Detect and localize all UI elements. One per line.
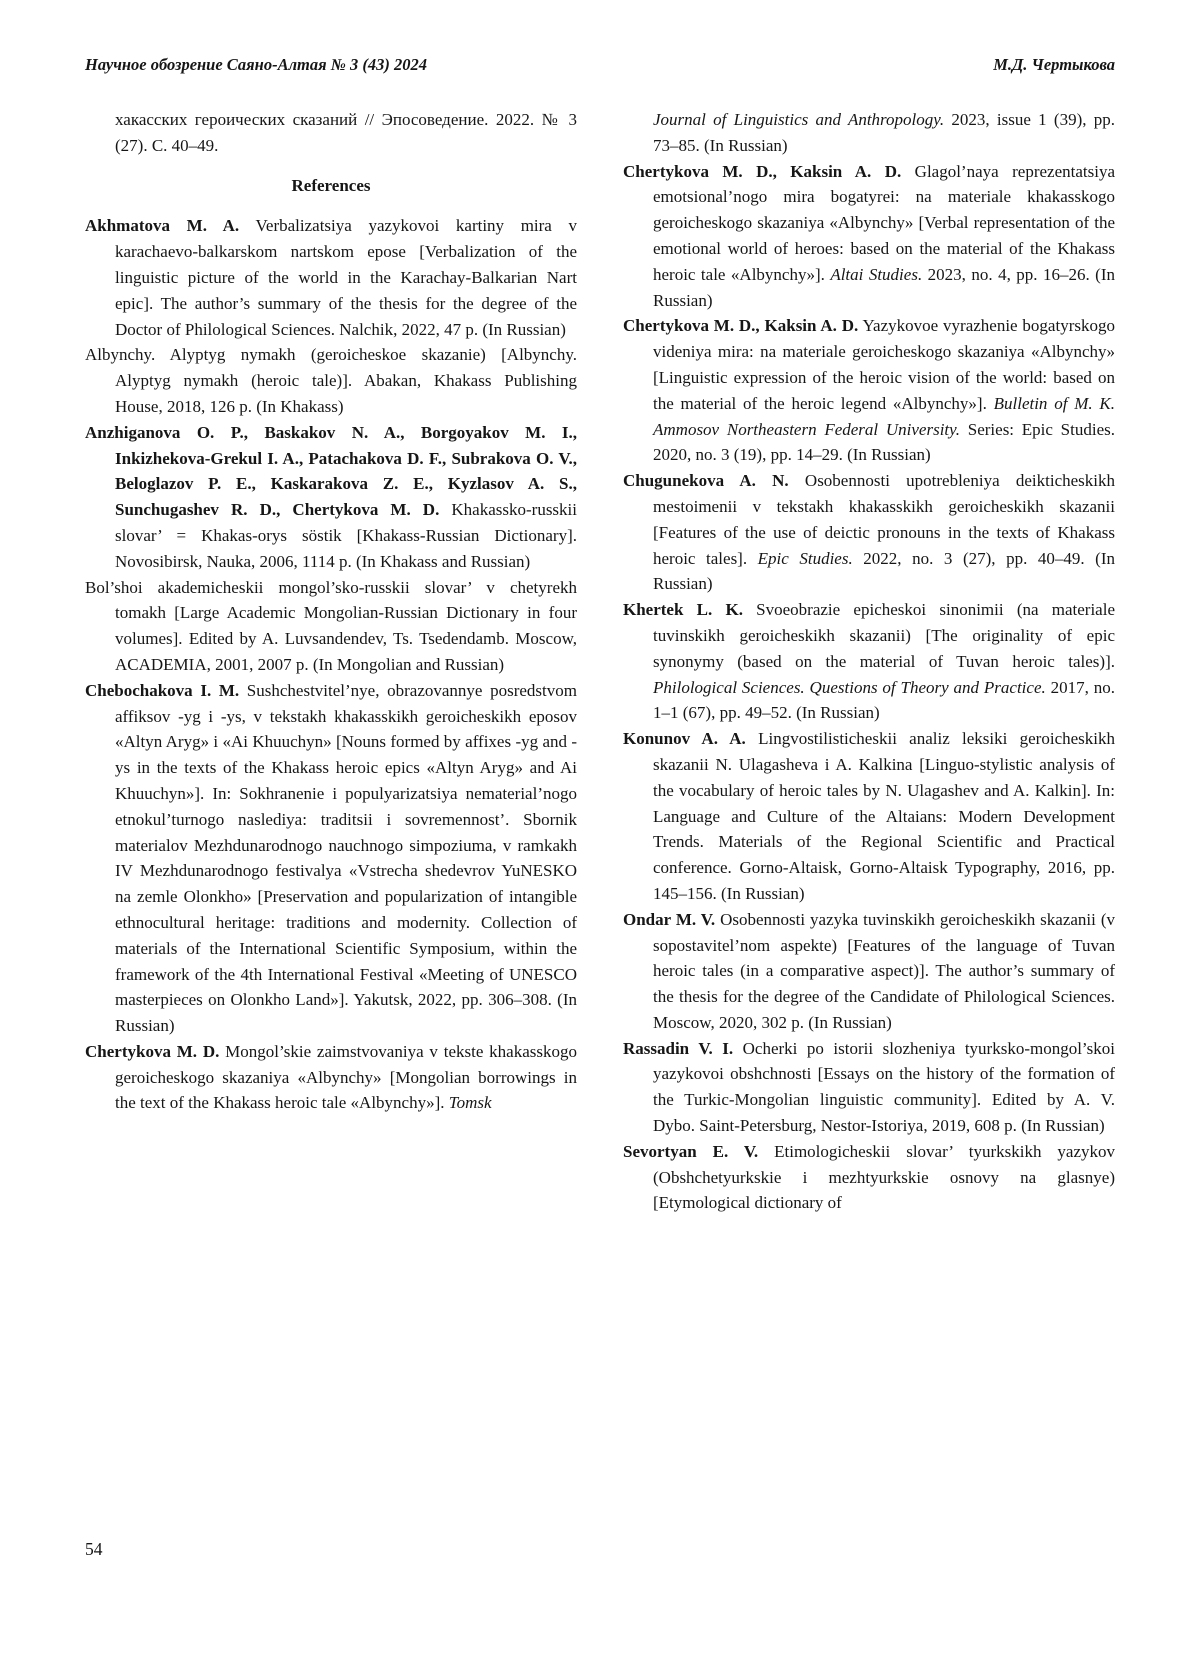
reference-entry [623, 597, 1115, 726]
reference-authors: Ondar M. V. [623, 909, 716, 929]
reference-authors: Chebochakova I. M. [85, 680, 240, 700]
reference-authors: Chertykova M. D., Kaksin A. D. [623, 161, 902, 181]
reference-entry [623, 726, 1115, 907]
reference-text: Ocherki po istorii slozheniya tyurksko-mongol’skoi yazykovoi obshchnosti [Essays on the history of the formation of the Turkic-Mongolian linguistic community]. Edited by A. V. Dybo. Saint-Petersburg, Nestor-Istoriya, 2019, 608 p. (In Russian) [653, 1038, 1115, 1136]
reference-text: 2017, no. 1–1 (67), pp. 49–52. (In Russian) [653, 677, 1115, 723]
reference-authors: Rassadin V. I. [623, 1038, 734, 1058]
reference-text: Osobennosti upotrebleniya deikticheskikh mestoimenii v tekstakh khakasskikh geroicheskikh skazanii [Features of the use of deictic pronouns in the texts of Khakass heroic tales]. [653, 471, 1115, 568]
reference-text: 2023, no. 4, pp. 16–26. (In Russian) [653, 264, 1115, 310]
reference-authors: Chugunekova A. N. [623, 471, 789, 491]
reference-authors: Sevortyan E. V. [623, 1141, 759, 1161]
reference-entry [85, 342, 577, 419]
reference-entry [85, 678, 577, 1039]
left-column [85, 107, 577, 1216]
reference-authors: Khertek L. K. [623, 600, 743, 620]
reference-text: Mongol’skie zaimstvovaniya v tekste khakasskogo geroicheskogo skazaniya «Albynchy» [Mongolian borrowings in the text of the Khakass heroic tale «Albynchy»]. [115, 1041, 577, 1113]
reference-authors: Chertykova M. D., Kaksin A. D. [623, 316, 859, 336]
journal-name-segment: Journal of Linguistics and Anthropology. [653, 110, 945, 129]
reference-text: Bol’shoi akademicheskii mongol’sko-russkii slovar’ v chetyrekh tomakh [Large Academic Mongolian-Russian Dictionary in four volumes]. Edited by A. Luvsandendev, Ts. Tsedendamb. Moscow, ACADEMIA, 2001, 2007 p. (In Mongolian and Russian) [85, 577, 577, 674]
reference-authors: References [291, 175, 371, 195]
reference-text: Etimologicheskii slovar’ tyurkskikh yazykov (Obshchetyurkskie i mezhtyurkskie osnovy na glasnye) [Etymological dictionary of [653, 1141, 1115, 1213]
journal-name-segment: Bulletin of M. K. Ammosov Northeastern Federal University. [653, 393, 1115, 439]
body-paragraph [85, 107, 577, 159]
reference-authors: Anzhiganova O. P., Baskakov N. A., Borgoyakov M. I., Inkizhekova-Grekul I. A., Patachakova D. F., Subrakova O. V., Beloglazov P. E., Kaskarakova Z. E., Kyzlasov A. S., Sunchugashev R. D., Chertykova M. D. [85, 422, 577, 520]
journal-name-segment: Tomsk [448, 1093, 492, 1113]
reference-entry [623, 468, 1115, 597]
journal-running-title: Научное обозрение Саяно-Алтая № 3 (43) 2024 [85, 55, 427, 74]
reference-entry [623, 907, 1115, 1036]
reference-text: Khakassko-russkii slovar’ = Khakas-orys söstik [Khakass-Russian Dictionary]. Novosibirsk, Nauka, 2006, 1114 p. (In Khakass and Russian) [115, 500, 577, 571]
right-column [623, 107, 1115, 1216]
reference-entry [623, 313, 1115, 468]
reference-entry [623, 1139, 1115, 1216]
page-header [85, 55, 1115, 75]
journal-name-segment: Philological Sciences. Questions of Theory and Practice. [653, 677, 1046, 697]
reference-authors: Akhmatova M. A. [85, 216, 240, 236]
reference-authors: Konunov A. A. [623, 729, 746, 749]
reference-text: Albynchy. Alyptyg nymakh (geroicheskoe skazanie) [Albynchy. Alyptyg nymakh (heroic tale)]. Abakan, Khakass Publishing House, 2018, 126 p. (In Khakass) [85, 345, 577, 416]
reference-text: 2023, issue 1 (39), pp. 73–85. (In Russian) [653, 110, 1115, 155]
reference-text: хакасских героических сказаний // Эпосоведение. 2022. № 3 (27). С. 40–49. [115, 110, 577, 155]
reference-entry [85, 575, 577, 678]
reference-entry [85, 1039, 577, 1116]
reference-entry [623, 1036, 1115, 1139]
running-author: М.Д. Чертыкова [993, 55, 1115, 74]
references-heading [85, 173, 577, 199]
reference-text: Glagol’naya reprezentatsiya emotsional’nogo mira bogatyrei: na materiale khakasskogo geroicheskogo skazaniya «Albynchy» [Verbal representation of the emotional world of heroes: based on the material of the Khakass heroic tale «Albynchy»]. [653, 161, 1115, 284]
reference-text: Svoeobrazie epicheskoi sinonimii (na materiale tuvinskikh geroicheskikh skazanii) [The originality of epic synonymy (based on the material of Tuvan heroic tales)]. [653, 600, 1115, 671]
journal-name-segment: Altai Studies. [830, 264, 923, 284]
reference-authors: Chertykova M. D. [85, 1041, 220, 1061]
reference-text: Series: Epic Studies. 2020, no. 3 (19), pp. 14–29. (In Russian) [653, 419, 1115, 465]
reference-entry [85, 420, 577, 575]
reference-continuation [623, 107, 1115, 159]
journal-name-segment: Epic Studies. [757, 548, 853, 568]
reference-text: Yazykovoe vyrazhenie bogatyrskogo videniya mira: na materiale geroicheskogo skazaniya «Albynchy» [Linguistic expression of the heroic vision of the world: based on the material of the heroic legend «Albynchy»]. [653, 316, 1115, 413]
page-number: 54 [85, 1539, 103, 1559]
reference-entry [85, 213, 577, 342]
reference-text: Lingvostilisticheskii analiz leksiki geroicheskikh skazanii N. Ulagasheva i A. Kalkina [Linguo-stylistic analysis of the vocabulary of heroic tales by N. Ulagashev and A. Kalkin]. In: Language and Culture of the Altaians: Modern Development Trends. Materials of the Regional Scientific and Practical conference. Gorno-Altaisk, Gorno-Altaisk Typography, 2016, pp. 145–156. (In Russian) [653, 729, 1115, 903]
reference-text: 2022, no. 3 (27), pp. 40–49. (In Russian) [653, 548, 1115, 594]
two-column-body [85, 107, 1115, 1216]
page-footer [85, 1539, 103, 1560]
reference-entry [623, 159, 1115, 314]
reference-text: Verbalizatsiya yazykovoi kartiny mira v karachaevo-balkarskom nartskom epose [Verbalization of the linguistic picture of the world in the Karachay-Balkarian Nart epic]. The author’s summary of the thesis for the degree of the Doctor of Philological Sciences. Nalchik, 2022, 47 p. (In Russian) [115, 216, 577, 339]
reference-text: Osobennosti yazyka tuvinskikh geroicheskikh skazanii (v sopostavitel’nom aspekte) [Features of the language of Tuvan heroic tales (in a comparative aspect)]. The author’s summary of the thesis for the degree of the Candidate of Philological Sciences. Moscow, 2020, 302 p. (In Russian) [653, 909, 1115, 1032]
reference-text: Sushchestvitel’nye, obrazovannye posredstvom affiksov -yg i -ys, v tekstakh khakasskikh geroicheskikh eposov «Altyn Aryg» i «Ai Khuuchyn» [Nouns formed by affixes -yg and -ys in the texts of the Khakass heroic epics «Altyn Aryg» and Ai Khuuchyn»]. In: Sokhranenie i populyarizatsiya nematerial’nogo etnokul’turnogo naslediya: traditsii i sovremennost’. Sbornik materialov Mezhdunarodnogo nauchnogo simpoziuma, v ramkakh IV Mezhdunarodnogo festivalya «Vstrecha shedevrov YuNESKO na zemle Olonkho» [Preservation and popularization of intangible ethnocultural heritage: traditions and modernity. Collection of materials of the International Scientific Symposium, within the framework of the 4th International Festival «Meeting of UNESCO masterpieces on Olonkho Land»]. Yakutsk, 2022, pp. 306–308. (In Russian) [115, 680, 577, 1036]
